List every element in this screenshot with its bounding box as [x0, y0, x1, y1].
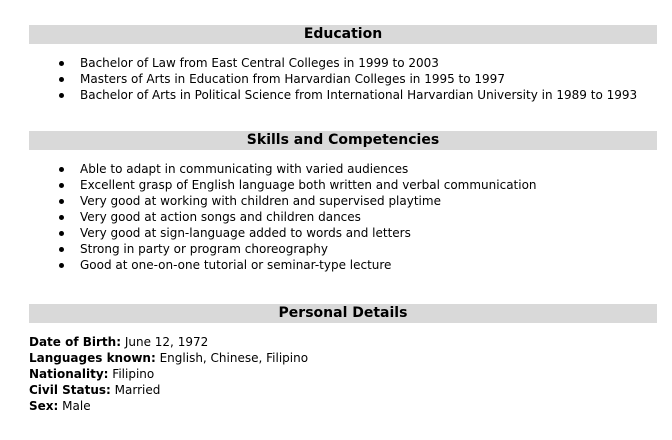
date-of-birth-row: [29, 334, 308, 350]
detail-label: Date of Birth:: [29, 335, 122, 349]
detail-value: Filipino: [112, 367, 155, 381]
list-item: Bachelor of Arts in Political Science from International Harvardian University in 1989 to 1993: [56, 87, 637, 103]
detail-label: Languages known:: [29, 351, 156, 365]
skills-heading: Skills and Competencies: [29, 131, 657, 150]
languages-row: [29, 350, 308, 366]
list-item: Bachelor of Law from East Central Colleges in 1999 to 2003: [56, 55, 637, 71]
list-item: Excellent grasp of English language both written and verbal communication: [56, 177, 537, 193]
list-item: Very good at working with children and supervised playtime: [56, 193, 537, 209]
detail-label: Civil Status:: [29, 383, 111, 397]
detail-value: Male: [62, 399, 91, 413]
civil-status-row: [29, 382, 308, 398]
sex-row: [29, 398, 308, 414]
list-item: Masters of Arts in Education from Harvardian Colleges in 1995 to 1997: [56, 71, 637, 87]
education-heading: Education: [29, 25, 657, 44]
nationality-row: [29, 366, 308, 382]
detail-value: June 12, 1972: [124, 335, 209, 349]
list-item: Very good at action songs and children dances: [56, 209, 537, 225]
personal-details: [29, 334, 308, 414]
detail-label: Sex:: [29, 399, 59, 413]
personal-details-heading: Personal Details: [29, 304, 657, 323]
detail-value: English, Chinese, Filipino: [159, 351, 309, 365]
education-list: [56, 55, 637, 103]
list-item: Able to adapt in communicating with varied audiences: [56, 161, 537, 177]
detail-label: Nationality:: [29, 367, 109, 381]
list-item: Strong in party or program choreography: [56, 241, 537, 257]
skills-list: [56, 161, 537, 273]
detail-value: Married: [114, 383, 161, 397]
list-item: Very good at sign-language added to words and letters: [56, 225, 537, 241]
list-item: Good at one-on-one tutorial or seminar-type lecture: [56, 257, 537, 273]
